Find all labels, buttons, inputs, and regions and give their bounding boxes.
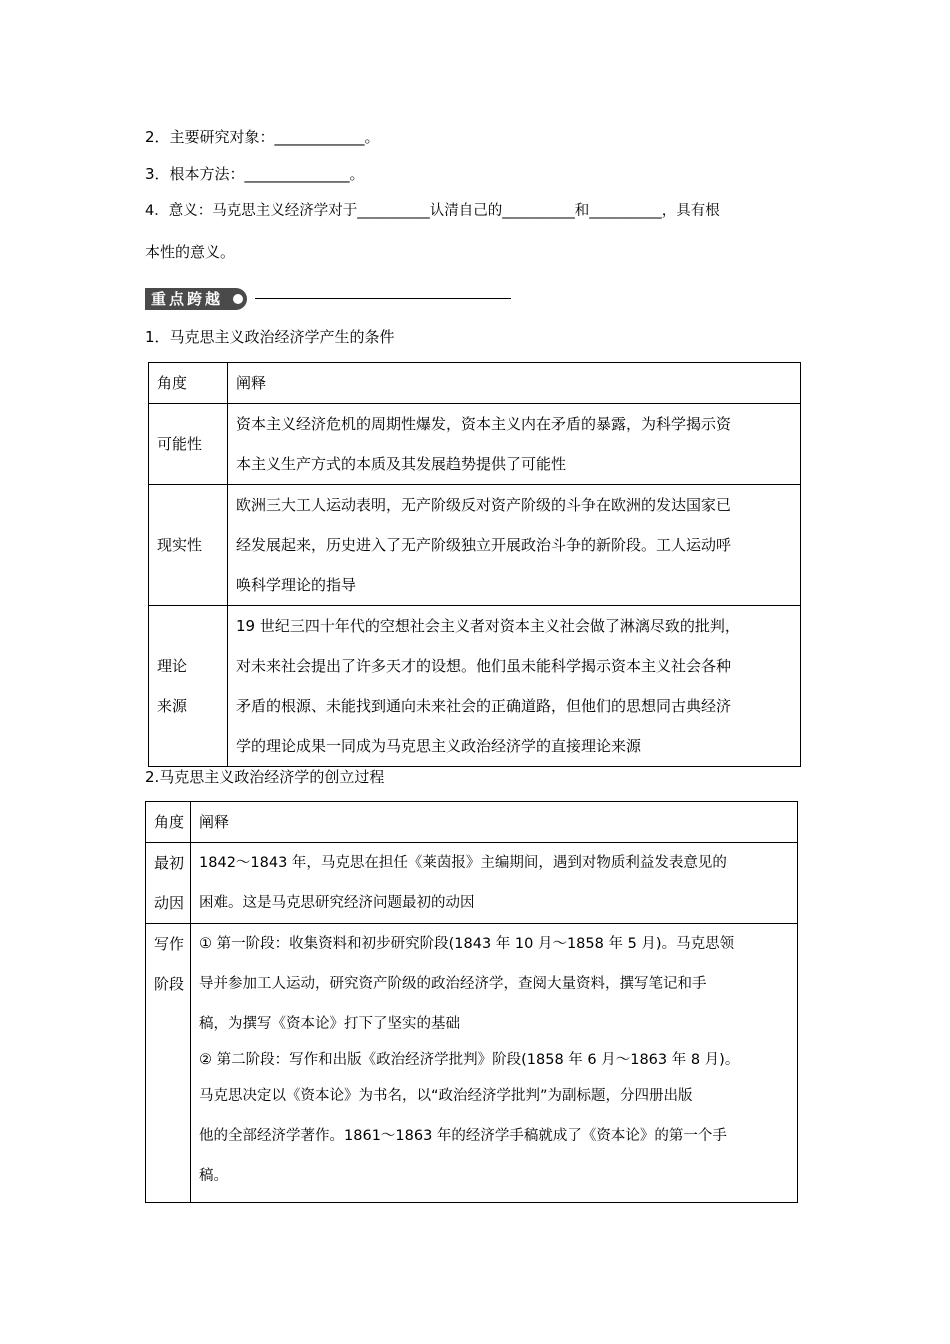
header-explanation: 阐释	[191, 802, 798, 843]
row-text: 19 世纪三四十年代的空想社会主义者对资本主义社会做了淋漓尽致的批判， 对未来社会提出了许多天才的设想。他们虽未能科学揭示资本主义社会各种 矛盾的根源、未能找到通向未来社会的正确道路，但他们的思想同古典经济 学的理论成果一同成为马克思主义政治经济学的直接理论来源	[228, 606, 801, 767]
bullet-dot-icon	[233, 294, 243, 304]
row-text: 资本主义经济危机的周期性爆发，资本主义内在矛盾的暴露，为科学揭示资 本主义生产方式的本质及其发展趋势提供了可能性	[228, 404, 801, 485]
header-angle: 角度	[146, 802, 191, 843]
row-angle: 理论 来源	[149, 606, 228, 767]
table-row	[146, 924, 798, 1203]
table-row	[149, 404, 801, 485]
table-row	[149, 606, 801, 767]
table-header-row	[146, 802, 798, 843]
founding-process-table	[145, 801, 798, 1203]
row-angle: 最初 动因	[146, 843, 191, 924]
table2-heading: 2.马克思主义政治经济学的创立过程	[145, 768, 385, 786]
conditions-table	[148, 362, 801, 767]
table-row	[146, 843, 798, 924]
row-text: ① 第一阶段：收集资料和初步研究阶段(1843 年 10 月～1858 年 5 月)。马克思领 导并参加工人运动，研究资产阶级的政治经济学，查阅大量资料，撰写笔记和手 稿，为撰写《资本论》打下了坚实的基础 ② 第二阶段：写作和出版《政治经济学批判》阶段(1858 年 6 月～1863 年 8 月)。 马克思决定以《资本论》为书名，以“政治经济学批判”为副标题，分四册出版 他的全部经济学著作。1861～1863 年的经济学手稿就成了《资本论》的第一个手 稿。	[191, 924, 798, 1203]
row-angle: 写作 阶段	[146, 924, 191, 1203]
header-explanation: 阐释	[228, 363, 801, 404]
row-angle: 可能性	[149, 404, 228, 485]
intro-item-2: 2．主要研究对象：____________。	[145, 128, 380, 146]
header-angle: 角度	[149, 363, 228, 404]
intro-item-3: 3．根本方法：______________。	[145, 165, 365, 183]
section-rule	[255, 298, 511, 299]
intro-item-4-line-2: 本性的意义。	[145, 243, 236, 261]
section-header	[145, 288, 515, 310]
table1-heading: 1．马克思主义政治经济学产生的条件	[145, 328, 395, 346]
intro-item-4-line-1: 4．意义：马克思主义经济学对于__________认清自己的__________和__________，具有根	[145, 203, 720, 219]
section-title: 重点跨越	[145, 288, 247, 310]
row-angle: 现实性	[149, 485, 228, 606]
row-text: 欧洲三大工人运动表明，无产阶级反对资产阶级的斗争在欧洲的发达国家已 经发展起来，历史进入了无产阶级独立开展政治斗争的新阶段。工人运动呼 唤科学理论的指导	[228, 485, 801, 606]
table-row	[149, 485, 801, 606]
row-text: 1842～1843 年，马克思在担任《莱茵报》主编期间，遇到对物质利益发表意见的 困难。这是马克思研究经济问题最初的动因	[191, 843, 798, 924]
table-header-row	[149, 363, 801, 404]
